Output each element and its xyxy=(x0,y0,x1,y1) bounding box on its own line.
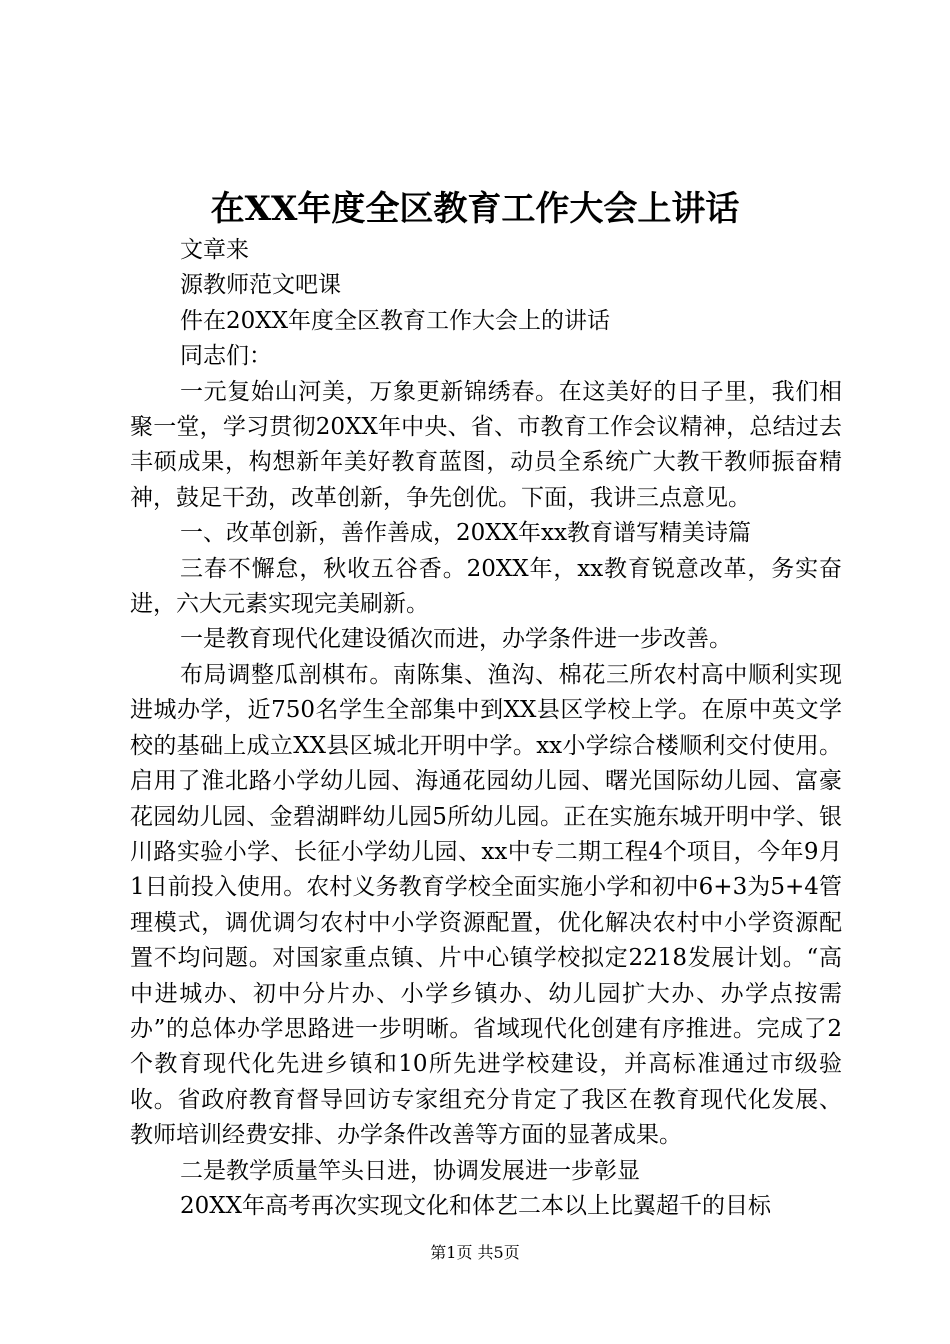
document-title: 在XX年度全区教育工作大会上讲话 xyxy=(210,189,740,229)
paragraph: 源教师范文吧课 xyxy=(180,272,341,299)
paragraph: 20XX年高考再次实现文化和体艺二本以上比翼超千的目标 xyxy=(180,1192,772,1219)
section-heading: 一、改革创新，善作善成，20XX年xx教育谱写精美诗篇 xyxy=(180,520,751,547)
paragraph: 布局调整瓜剖棋布。南陈集、渔沟、棉花三所农村高中顺利实现进城办学，近750名学生全部集中到XX县区学校上学。在原中英文学校的基础上成立XX县区城北开明中学。xx小学综合楼顺利交付使用。启用了淮北路小学幼儿园、海通花园幼儿园、曙光国际幼儿园、富豪花园幼儿园、金碧湖畔幼儿园5所幼儿园。正在实施东城开明中学、银川路实验小学、长征小学幼儿园、xx中专二期工程4个项目，今年9月1日前投入使用。农村义务教育学校全面实施小学和初中6+3为5+4管理模式，调优调匀农村中小学资源配置，优化解决农村中小学资源配置不均问题。对国家重点镇、片中心镇学校拟定2218发展计划。“高中进城办、初中分片办、小学乡镇办、幼儿园扩大办、办学点按需办”的总体办学思路进一步明晰。省域现代化创建有序推进。完成了2个教育现代化先进乡镇和10所先进学校建设，并高标准通过市级验收。省政府教育督导回访专家组充分肯定了我区在教育现代化发展、教师培训经费安排、办学条件改善等方面的显著成果。 xyxy=(130,661,842,1149)
paragraph: 三春不懈怠，秋收五谷香。20XX年，xx教育锐意改革，务实奋进，六大元素实现完美刷新。 xyxy=(130,555,842,618)
subsection-heading: 二是教学质量竿头日进，协调发展进一步彰显 xyxy=(180,1157,640,1184)
paragraph: 一元复始山河美，万象更新锦绣春。在这美好的日子里，我们相聚一堂，学习贯彻20XX年中央、省、市教育工作会议精神，总结过去丰硕成果，构想新年美好教育蓝图，动员全系统广大教干教师振奋精神，鼓足干劲，改革创新，争先创优。下面，我讲三点意见。 xyxy=(130,378,842,511)
subsection-heading: 一是教育现代化建设循次而进，办学条件进一步改善。 xyxy=(180,626,732,653)
paragraph: 文章来 xyxy=(180,237,249,263)
paragraph: 同志们： xyxy=(180,343,272,370)
paragraph: 件在20XX年度全区教育工作大会上的讲话 xyxy=(180,307,611,334)
document-body xyxy=(130,233,842,1224)
page-number-footer: 第1页 共5页 xyxy=(430,1243,520,1262)
